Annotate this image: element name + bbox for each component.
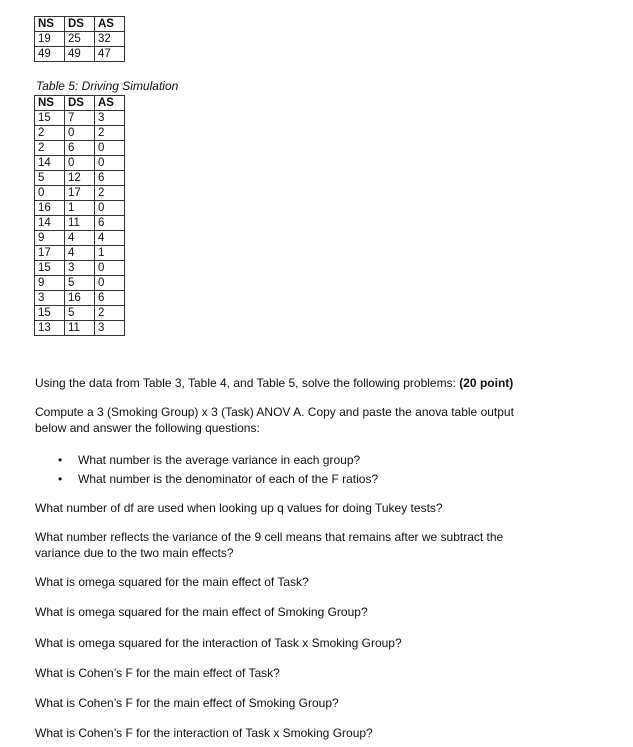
table-cell: 19 [35,32,65,47]
table-cell: 15 [35,111,65,126]
table-row [35,216,125,231]
table-cell: 12 [65,171,95,186]
table-cell: 9 [35,231,65,246]
table-cell: 49 [65,47,95,62]
question-omega-smoking: What is omega squared for the main effect of Smoking Group? [35,605,368,619]
table-cell: 0 [95,201,125,216]
table-cell: 16 [65,291,95,306]
points-label: (20 point) [459,376,514,390]
table-cell: 5 [35,171,65,186]
table-cell: 4 [95,231,125,246]
top-table-header-row [35,17,125,32]
table-row [35,291,125,306]
question-cohen-task: What is Cohen’s F for the main effect of Task? [35,666,280,680]
table-cell: 2 [95,126,125,141]
table-cell: 17 [65,186,95,201]
table-cell: 4 [65,246,95,261]
table-cell: 17 [35,246,65,261]
table-cell: 6 [65,141,95,156]
table-cell: 5 [65,306,95,321]
question-tukey-df: What number of df are used when looking up q values for doing Tukey tests? [35,501,443,515]
table-cell: 3 [65,261,95,276]
table-cell: 6 [95,291,125,306]
table-row [35,171,125,186]
question-residual-variance [35,529,595,561]
top-table-body [35,32,125,62]
compute-instruction [35,404,595,436]
table-cell: 2 [95,186,125,201]
table-row [35,246,125,261]
table-cell: 0 [65,126,95,141]
table-row [35,321,125,336]
compute-line-1: Compute a 3 (Smoking Group) x 3 (Task) ANOV A. Copy and paste the anova table output [35,405,514,419]
table-cell: 11 [65,321,95,336]
driving-simulation-table [34,95,125,336]
compute-line-2: below and answer the following questions: [35,421,260,435]
table5-body [35,111,125,336]
table-row [35,141,125,156]
table-cell: 49 [35,47,65,62]
table-cell: 0 [95,261,125,276]
table-cell: 3 [35,291,65,306]
table-row [35,126,125,141]
table-row [35,47,125,62]
bullet-text: What number is the average variance in each group? [78,453,361,467]
bullet-item [62,452,360,468]
table-cell: 6 [95,171,125,186]
table-cell: 32 [95,32,125,47]
table-row [35,32,125,47]
table-cell: 2 [35,126,65,141]
question-omega-task: What is omega squared for the main effect of Task? [35,575,309,589]
table-row [35,201,125,216]
table-cell: 1 [65,201,95,216]
table-row [35,111,125,126]
table-cell: 0 [35,186,65,201]
question-cohen-interaction: What is Cohen’s F for the interaction of Task x Smoking Group? [35,726,373,740]
table-cell: 14 [35,216,65,231]
top-data-table [34,16,125,62]
table-cell: 15 [35,306,65,321]
col-header-as: AS [95,17,125,32]
table5-caption: Table 5: Driving Simulation [36,79,179,93]
table-row [35,306,125,321]
col-header-ds: DS [65,17,95,32]
question-line-1: What number reflects the variance of the 9 cell means that remains after we subtract the [35,530,504,544]
instruction-intro-text: Using the data from Table 3, Table 4, and Table 5, solve the following problems: [35,376,460,390]
table-row [35,231,125,246]
table-row [35,261,125,276]
table-cell: 3 [95,111,125,126]
table-row [35,186,125,201]
table-cell: 14 [35,156,65,171]
question-line-2: variance due to the two main effects? [35,546,234,560]
table-row [35,276,125,291]
table-cell: 0 [95,156,125,171]
bullet-item [62,471,378,487]
table-cell: 0 [95,141,125,156]
col-header-ds: DS [65,96,95,111]
table-cell: 2 [95,306,125,321]
col-header-as: AS [95,96,125,111]
table-cell: 7 [65,111,95,126]
table-cell: 47 [95,47,125,62]
table-cell: 11 [65,216,95,231]
table-cell: 5 [65,276,95,291]
col-header-ns: NS [35,17,65,32]
question-cohen-smoking: What is Cohen’s F for the main effect of Smoking Group? [35,696,339,710]
table-cell: 0 [95,276,125,291]
table5-header-row [35,96,125,111]
question-omega-interaction: What is omega squared for the interaction of Task x Smoking Group? [35,636,402,650]
table-cell: 9 [35,276,65,291]
table-cell: 25 [65,32,95,47]
table-cell: 15 [35,261,65,276]
table-cell: 13 [35,321,65,336]
table-cell: 3 [95,321,125,336]
col-header-ns: NS [35,96,65,111]
instruction-intro [35,375,595,391]
table-cell: 6 [95,216,125,231]
table-row [35,156,125,171]
table-cell: 2 [35,141,65,156]
table-cell: 1 [95,246,125,261]
table-cell: 16 [35,201,65,216]
table-cell: 0 [65,156,95,171]
bullet-text: What number is the denominator of each of the F ratios? [78,472,379,486]
table-cell: 4 [65,231,95,246]
